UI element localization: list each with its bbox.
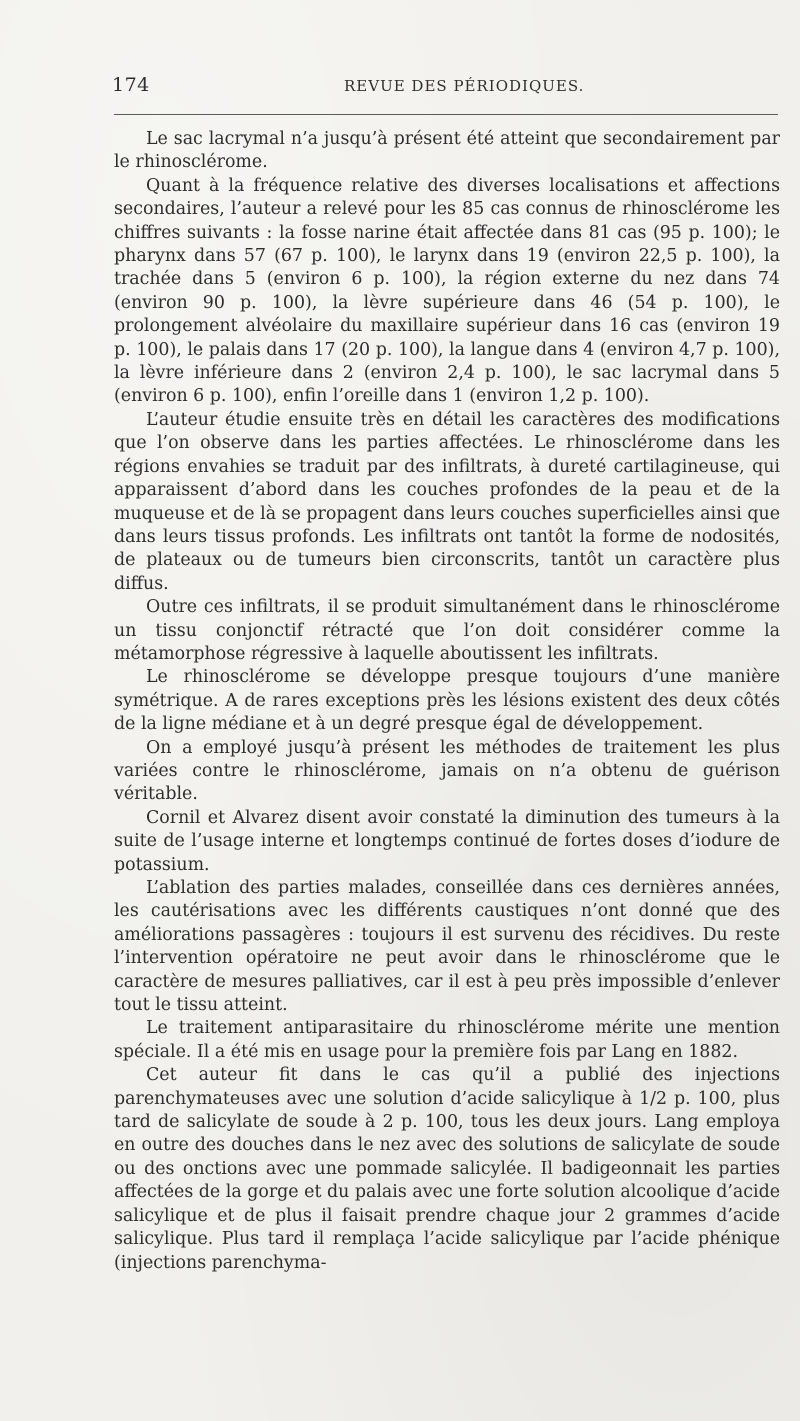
- paragraph: Quant à la fréquence relative des diverses localisations et affections secondaires, l’auteur a relevé pour les 85 cas connus de rhinosclérome les chiffres suivants : la fosse narine était affectée dans 81 cas (95 p. 100); le pharynx dans 57 (67 p. 100), le larynx dans 19 (environ 22,5 p. 100), la trachée dans 5 (environ 6 p. 100), la région externe du nez dans 74 (environ 90 p. 100), la lèvre supérieure dans 46 (54 p. 100), le prolongement alvéolaire du maxillaire supérieur dans 16 cas (environ 19 p. 100), le palais dans 17 (20 p. 100), la langue dans 4 (environ 4,7 p. 100), la lèvre inférieure dans 2 (environ 2,4 p. 100), le sac lacrymal dans 5 (environ 6 p. 100), enfin l’oreille dans 1 (environ 1,2 p. 100).: [114, 175, 780, 407]
- paragraph: Le rhinosclérome se développe presque toujours d’une manière symétrique. A de rares exceptions près les lésions existent des deux côtés de la ligne médiane et à un degré presque égal de développement.: [114, 667, 780, 735]
- article-body: [114, 128, 780, 1275]
- paragraph: Cet auteur fit dans le cas qu’il a publié des injections parenchymateuses avec une solution d’acide salicylique à 1/2 p. 100, plus tard de salicylate de soude à 2 p. 100, tous les deux jours. Lang employa en outre des douches dans le nez avec des solutions de salicylate de soude ou des onctions avec une pommade salicylée. Il badigeonnait les parties affectées de la gorge et du palais avec une forte solution alcoolique d’acide salicylique et de plus il faisait prendre chaque jour 2 grammes d’acide salicylique. Plus tard il remplaça l’acide salicylique par l’acide phénique (injections parenchyma-: [114, 1065, 780, 1273]
- header-rule: [114, 114, 778, 115]
- page-header: [112, 74, 780, 100]
- page-number: 174: [112, 74, 150, 96]
- running-title: REVUE DES PÉRIODIQUES.: [344, 77, 585, 95]
- paragraph: Le traitement antiparasitaire du rhinosclérome mérite une mention spéciale. Il a été mis en usage pour la première fois par Lang en 1882.: [114, 1018, 780, 1062]
- paragraph: L’auteur étudie ensuite très en détail les caractères des modifications que l’on observe dans les parties affectées. Le rhinosclérome dans les régions envahies se traduit par des infiltrats, à dureté cartilagineuse, qui apparaissent d’abord dans les couches profondes de la peau et de la muqueuse et de là se propagent dans leurs couches superficielles ainsi que dans leurs tissus profonds. Les infiltrats ont tantôt la forme de nodosités, de plateaux ou de tumeurs bien circonscrits, tantôt un caractère plus diffus.: [114, 409, 780, 594]
- paragraph: Le sac lacrymal n’a jusqu’à présent été atteint que secondairement par le rhinosclérome.: [114, 129, 780, 173]
- paragraph: On a employé jusqu’à présent les méthodes de traitement les plus variées contre le rhinosclérome, jamais on n’a obtenu de guérison véritable.: [114, 737, 780, 805]
- paragraph: L’ablation des parties malades, conseillée dans ces dernières années, les cautérisations avec les différents caustiques n’ont donné que des améliorations passagères : toujours il est survenu des récidives. Du reste l’intervention opératoire ne peut avoir dans le rhinosclérome que le caractère de mesures palliatives, car il est à peu près impossible d’enlever tout le tissu atteint.: [114, 878, 780, 1016]
- paragraph: Outre ces infiltrats, il se produit simultanément dans le rhinosclérome un tissu conjonctif rétracté que l’on doit considérer comme la métamorphose régressive à laquelle aboutissent les infiltrats.: [114, 597, 780, 664]
- paragraph: Cornil et Alvarez disent avoir constaté la diminution des tumeurs à la suite de l’usage interne et longtemps continué de fortes doses d’iodure de potassium.: [114, 807, 780, 875]
